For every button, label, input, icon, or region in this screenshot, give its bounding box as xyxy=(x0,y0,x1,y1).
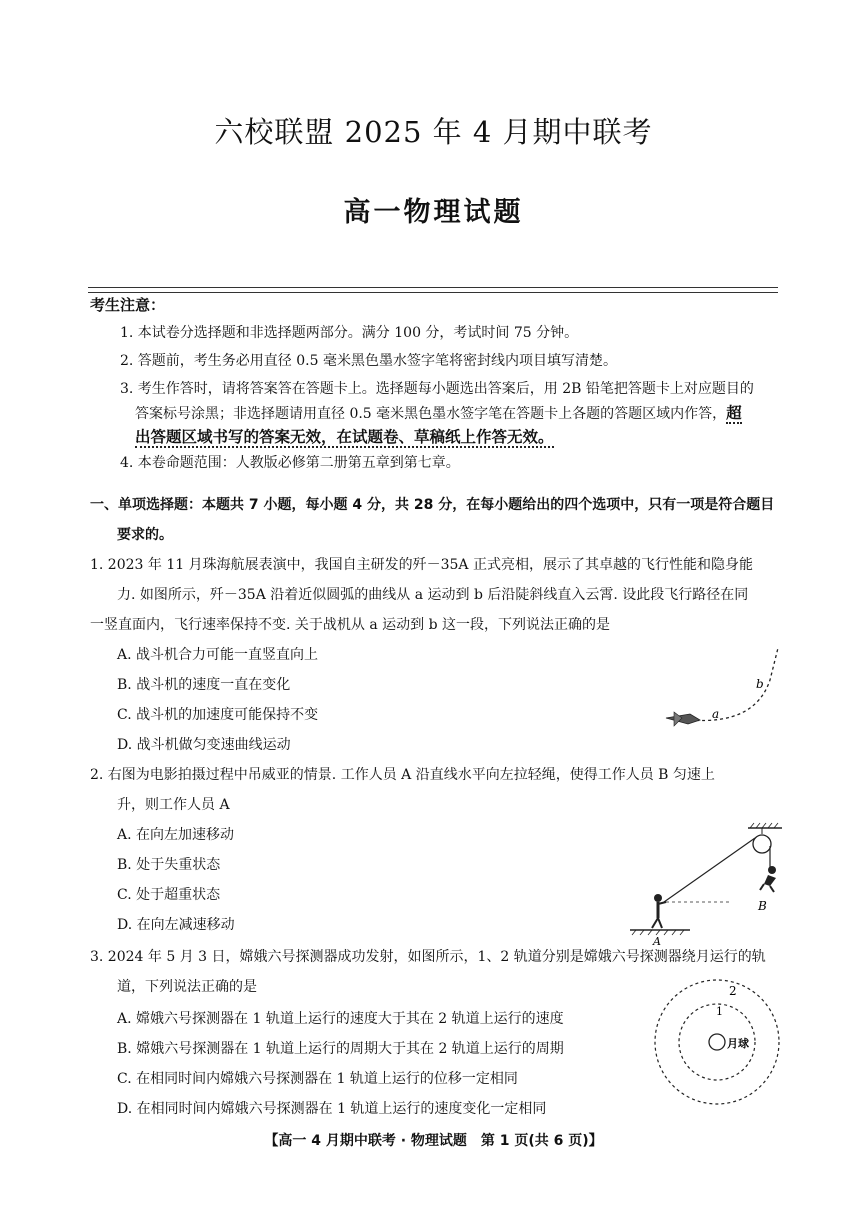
person-b-icon xyxy=(760,866,776,892)
q3-figure-orbits xyxy=(650,975,785,1110)
q1-option-a: A. 战斗机合力可能一直竖直向上 xyxy=(117,647,319,663)
section-heading-line2: 要求的。 xyxy=(117,527,173,543)
q1-option-c: C. 战斗机的加速度可能保持不变 xyxy=(117,707,319,723)
label-b: b xyxy=(756,677,764,691)
notice-item-1: 1. 本试卷分选择题和非选择题两部分。满分 100 分，考试时间 75 分钟。 xyxy=(120,325,579,341)
q1-stem-line3: 一竖直面内，飞行速率保持不变. 关于战机从 a 运动到 b 这一段，下列说法正确的是 xyxy=(90,617,611,633)
q2-option-d: D. 在向左减速移动 xyxy=(117,917,235,933)
notice-item-3: 3. 考生作答时，请将答案答在答题卡上。选择题每小题选出答案后，用 2B 铅笔把答题卡上对应题目的 xyxy=(120,381,754,397)
q1-option-b: B. 战斗机的速度一直在变化 xyxy=(117,677,291,693)
q3-option-c: C. 在相同时间内嫦娥六号探测器在 1 轨道上运行的位移一定相同 xyxy=(117,1071,518,1087)
q1-option-d: D. 战斗机做匀变速曲线运动 xyxy=(117,737,291,753)
notice-item-3-strong-a: 超 xyxy=(726,404,742,422)
label-a-person: A xyxy=(653,935,661,945)
moon-icon xyxy=(709,1034,725,1050)
label-a: a xyxy=(712,707,720,721)
q3-stem-line2: 道，下列说法正确的是 xyxy=(117,979,257,995)
notice-item-2: 2. 答题前，考生务必用直径 0.5 毫米黑色墨水签字笔将密封线内项目填写清楚。 xyxy=(120,353,617,369)
q1-figure-jet-path xyxy=(660,640,790,740)
person-a-icon xyxy=(652,894,666,928)
q2-stem-line1: 2. 右图为电影拍摄过程中吊威亚的情景. 工作人员 A 沿直线水平向左拉轻绳，使得工作人员 B 匀速上 xyxy=(90,767,715,783)
section-heading-line1: 一、单项选择题：本题共 7 小题，每小题 4 分，共 28 分，在每小题给出的四个选项中，只有一项是符合题目 xyxy=(90,497,775,513)
q2-option-c: C. 处于超重状态 xyxy=(117,887,221,903)
q2-stem-line2: 升，则工作人员 A xyxy=(117,797,230,813)
label-b-person: B xyxy=(758,899,767,913)
notice-item-3-text: 答案标号涂黑；非选择题请用直径 0.5 毫米黑色墨水签字笔在答题卡上各题的答题区域内作答， xyxy=(135,406,727,422)
q3-option-b: B. 嫦娥六号探测器在 1 轨道上运行的周期大于其在 2 轨道上运行的周期 xyxy=(117,1041,564,1057)
label-orbit-2: 2 xyxy=(729,984,737,998)
divider-top xyxy=(88,287,778,288)
q3-stem-line1: 3. 2024 年 5 月 3 日，嫦娥六号探测器成功发射，如图所示，1、2 轨道分别是嫦娥六号探测器绕月运行的轨 xyxy=(90,949,766,965)
notice-heading: 考生注意： xyxy=(90,296,166,314)
label-moon: 月球 xyxy=(727,1037,749,1050)
q3-option-a: A. 嫦娥六号探测器在 1 轨道上运行的速度大于其在 2 轨道上运行的速度 xyxy=(117,1011,564,1027)
orbit-2 xyxy=(655,980,779,1104)
exam-title: 六校联盟 2025 年 4 月期中联考 xyxy=(214,115,653,149)
label-orbit-1: 1 xyxy=(716,1005,723,1018)
notice-item-3-strong-b: 出答题区域书写的答案无效，在试题卷、草稿纸上作答无效。 xyxy=(135,428,554,446)
flight-path xyxy=(690,648,778,721)
notice-item-4: 4. 本卷命题范围：人教版必修第二册第五章到第七章。 xyxy=(120,455,460,471)
q2-option-b: B. 处于失重状态 xyxy=(117,857,221,873)
q3-option-d: D. 在相同时间内嫦娥六号探测器在 1 轨道上运行的速度变化一定相同 xyxy=(117,1101,547,1117)
q2-figure-wire-stunt xyxy=(630,820,790,945)
q1-stem-line2: 力. 如图所示，歼－35A 沿着近似圆弧的曲线从 a 运动到 b 后沿陡斜线直入云霄. 设此段飞行路径在同 xyxy=(117,587,749,603)
page-footer: 【高一 4 月期中联考 · 物理试题 第 1 页(共 6 页)】 xyxy=(264,1133,603,1149)
exam-subtitle: 高一物理试题 xyxy=(343,197,524,228)
pulley-icon xyxy=(753,835,771,853)
jet-icon xyxy=(666,712,700,726)
rope-left xyxy=(664,838,755,902)
q1-stem-line1: 1. 2023 年 11 月珠海航展表演中，我国自主研发的歼－35A 正式亮相，展示了其卓越的飞行性能和隐身能 xyxy=(90,557,753,573)
q2-option-a: A. 在向左加速移动 xyxy=(117,827,235,843)
divider-bottom xyxy=(88,292,778,293)
